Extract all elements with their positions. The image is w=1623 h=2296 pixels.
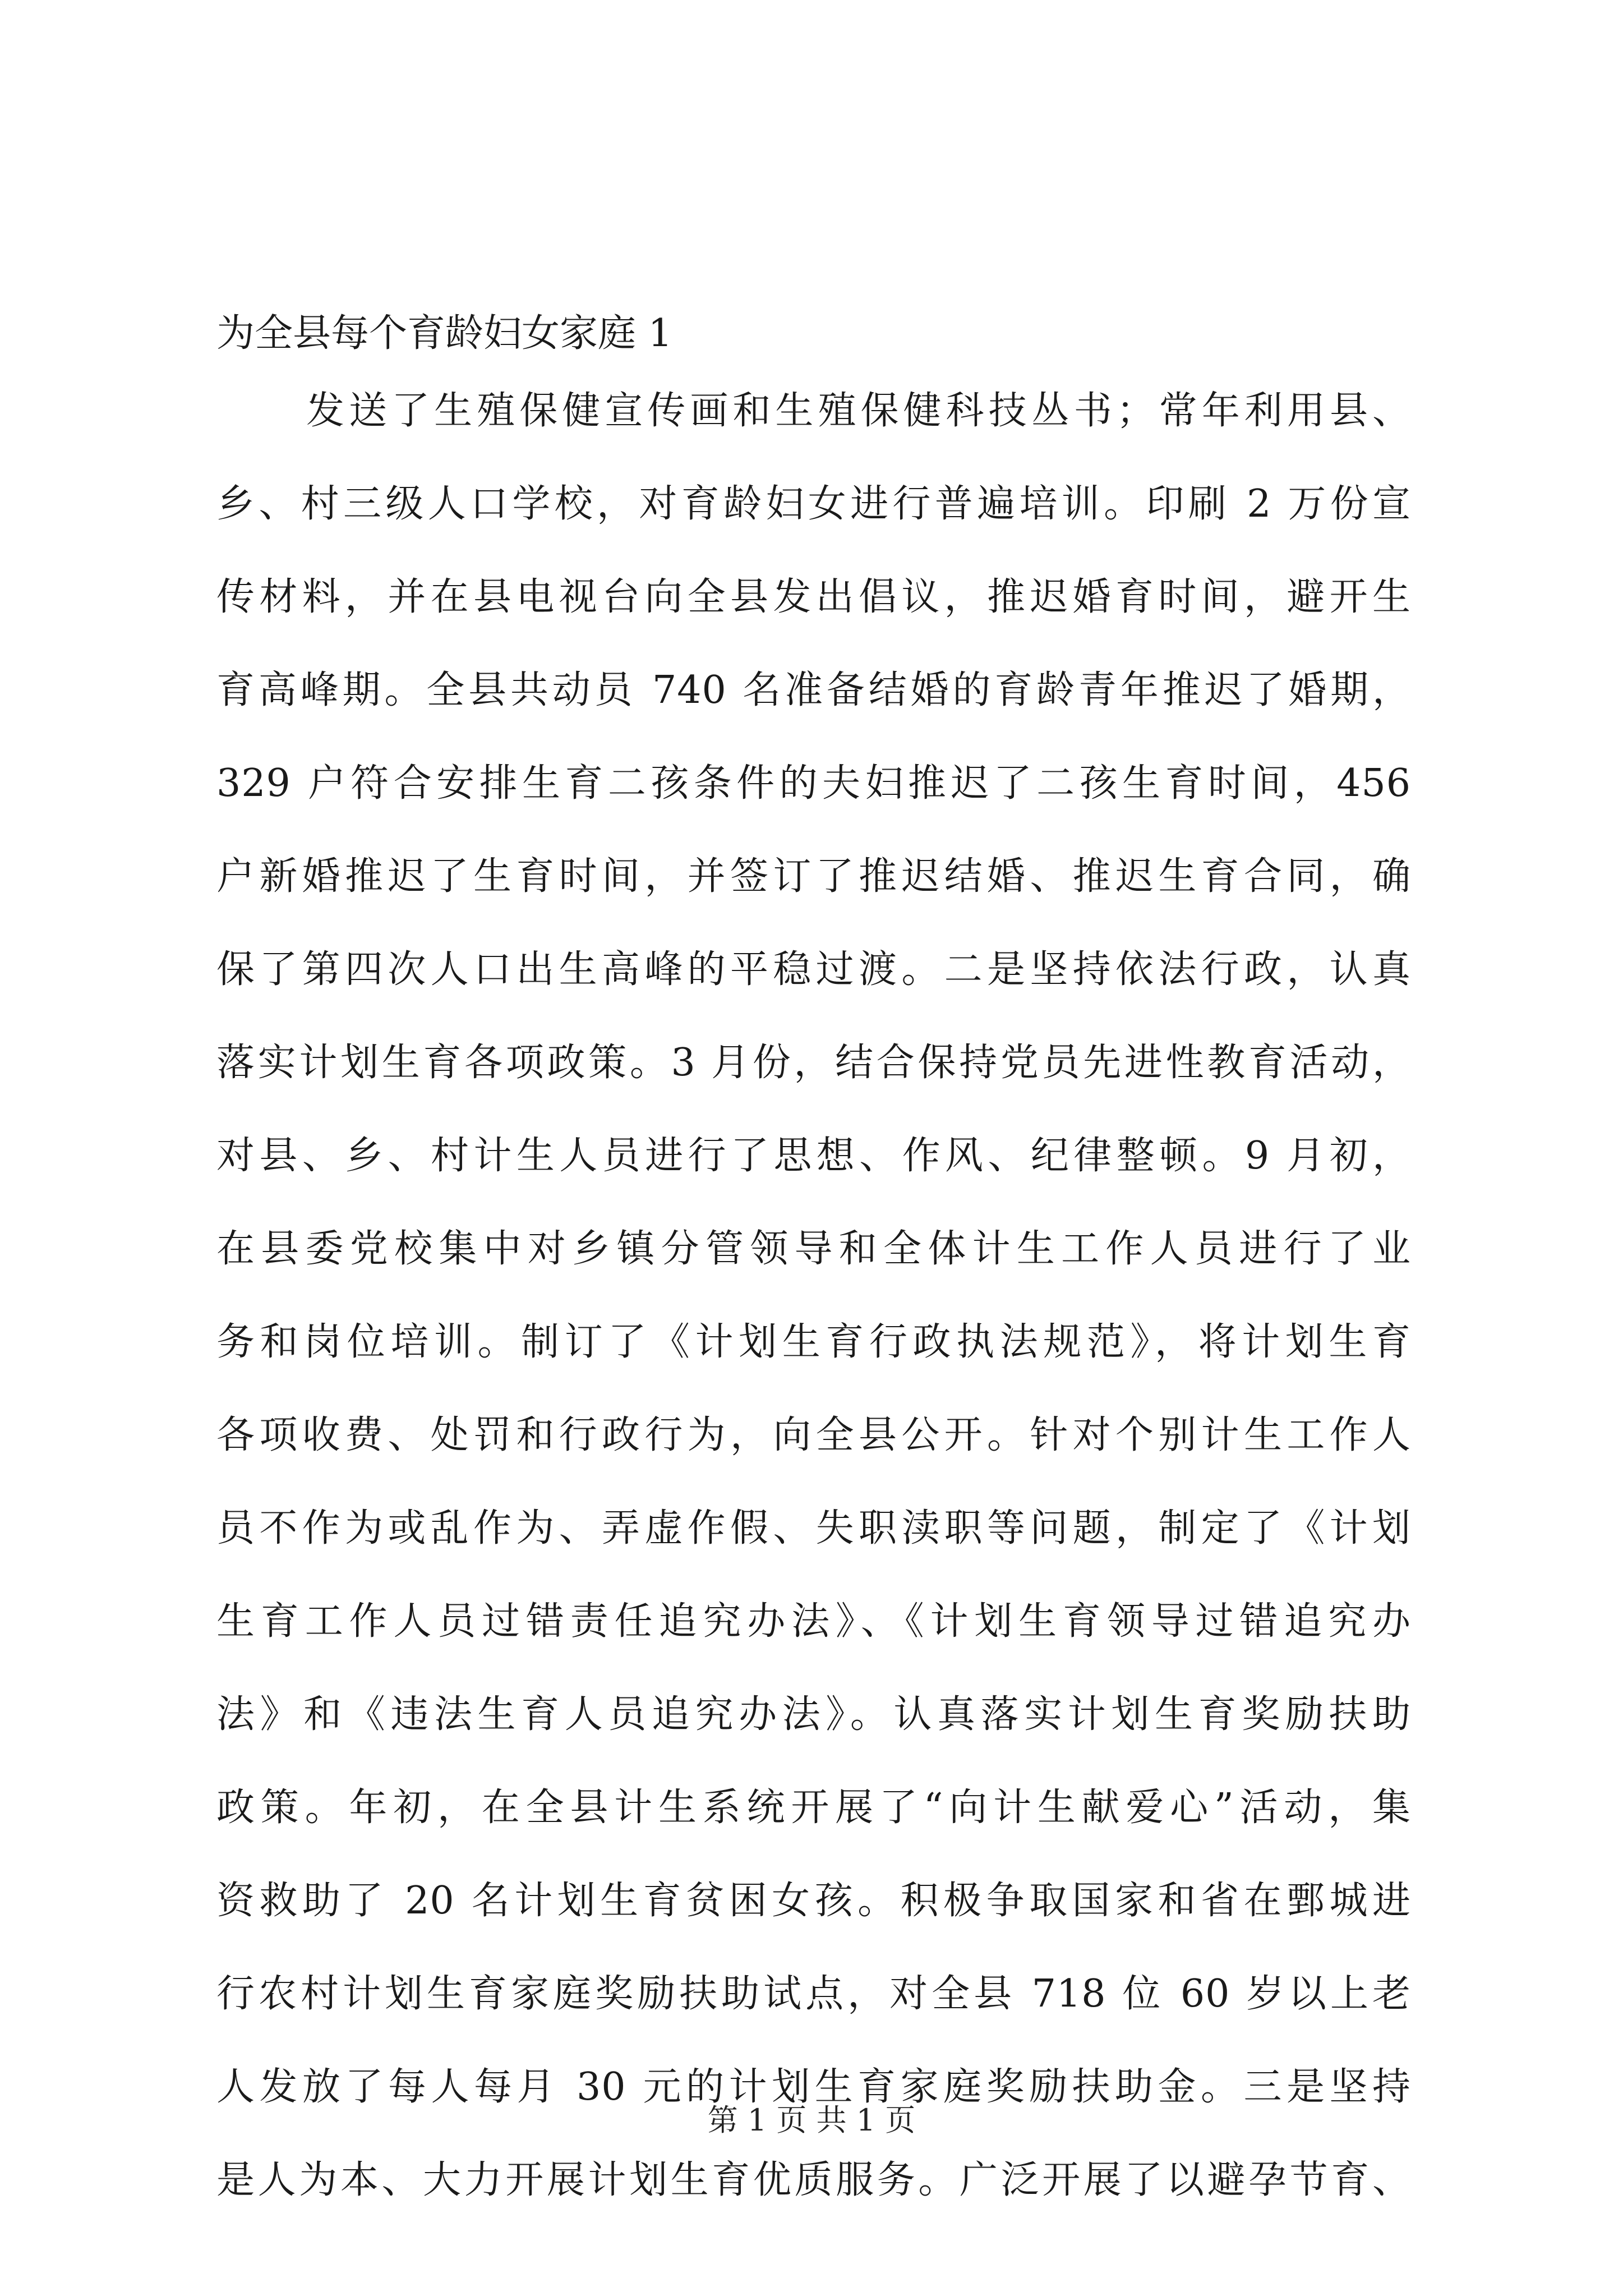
text-line: 在县委党校集中对乡镇分管领导和全体计生工作人员进行了业 [216, 1227, 1411, 1271]
text-line: 落实计划生育各项政策。3 月份，结合保持党员先进性教育活动， [216, 1041, 1411, 1085]
text-line: 育高峰期。全县共动员 740 名准备结婚的育龄青年推迟了婚期， [216, 668, 1411, 712]
text-line: 行农村计划生育家庭奖励扶助试点，对全县 718 位 60 岁以上老 [216, 1972, 1411, 2016]
text-line: 户新婚推迟了生育时间，并签订了推迟结婚、推迟生育合同，确 [216, 854, 1411, 899]
text-line: 保了第四次人口出生高峰的平稳过渡。二是坚持依法行政，认真 [216, 947, 1411, 992]
document-heading: 为全县每个育龄妇女家庭 1 [216, 311, 672, 356]
text-line: 人发放了每人每月 30 元的计划生育家庭奖励扶助金。三是坚持 [216, 2065, 1411, 2109]
text-line: 是人为本、大力开展计划生育优质服务。广泛开展了以避孕节育、 [216, 2158, 1411, 2202]
text-line: 各项收费、处罚和行政行为，向全县公开。针对个别计生工作人 [216, 1413, 1411, 1457]
text-line: 员不作为或乱作为、弄虚作假、失职渎职等问题，制定了《计划 [216, 1506, 1411, 1550]
text-line: 对县、乡、村计生人员进行了思想、作风、纪律整顿。9 月初， [216, 1134, 1411, 1178]
text-line: 传材料，并在县电视台向全县发出倡议，推迟婚育时间，避开生 [216, 575, 1411, 619]
body-paragraph [216, 365, 1411, 2227]
text-line: 政策。年初，在全县计生系统开展了“向计生献爱心”活动，集 [216, 1786, 1411, 1830]
page-footer: 第 1 页 共 1 页 [707, 2102, 916, 2138]
text-line: 法》和《违法生育人员追究办法》。认真落实计划生育奖励扶助 [216, 1692, 1411, 1737]
text-line: 务和岗位培训。制订了《计划生育行政执法规范》，将计划生育 [216, 1320, 1411, 1364]
text-line: 发送了生殖保健宣传画和生殖保健科技丛书；常年利用县、 [306, 389, 1411, 433]
text-line: 329 户符合安排生育二孩条件的夫妇推迟了二孩生育时间，456 [216, 761, 1411, 806]
text-line: 生育工作人员过错责任追究办法》、《计划生育领导过错追究办 [216, 1599, 1411, 1644]
text-line: 乡、村三级人口学校，对育龄妇女进行普遍培训。印刷 2 万份宣 [216, 482, 1411, 526]
text-line: 资救助了 20 名计划生育贫困女孩。积极争取国家和省在鄄城进 [216, 1879, 1411, 1923]
